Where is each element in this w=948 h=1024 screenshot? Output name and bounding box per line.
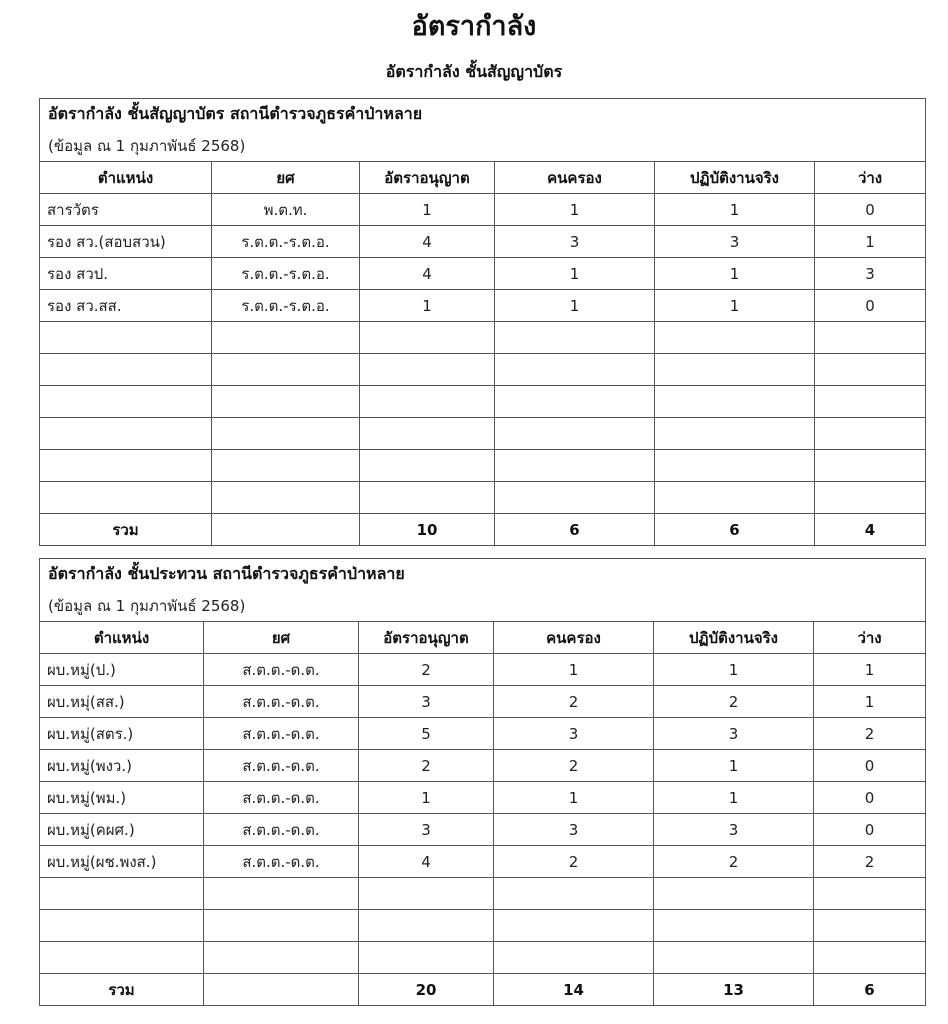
count-cell xyxy=(654,942,814,974)
rank-cell: ส.ต.ต.-ด.ต. xyxy=(204,750,359,782)
count-cell: 1 xyxy=(494,654,654,686)
count-cell xyxy=(815,322,926,354)
table-title: อัตรากำลัง ชั้นประทวน สถานีตำรวจภูธรคำป่าหลาย xyxy=(40,559,926,591)
count-cell: 1 xyxy=(654,782,814,814)
table-row xyxy=(40,322,926,354)
count-cell: 1 xyxy=(495,258,655,290)
table-row xyxy=(40,226,926,258)
count-cell xyxy=(655,418,815,450)
position-cell xyxy=(40,942,204,974)
column-header: ปฏิบัติงานจริง xyxy=(654,622,814,654)
rank-cell xyxy=(212,322,360,354)
column-header: อัตราอนุญาต xyxy=(360,162,495,194)
position-cell: ผบ.หมู่(คผศ.) xyxy=(40,814,204,846)
count-cell xyxy=(815,386,926,418)
total-value: 6 xyxy=(814,974,926,1006)
table-row xyxy=(40,878,926,910)
column-header: ยศ xyxy=(204,622,359,654)
count-cell: 3 xyxy=(494,814,654,846)
rank-cell xyxy=(212,450,360,482)
position-cell: ผบ.หมู่(ป.) xyxy=(40,654,204,686)
position-cell: สารวัตร xyxy=(40,194,212,226)
table-row xyxy=(40,750,926,782)
count-cell xyxy=(495,418,655,450)
count-cell: 4 xyxy=(360,226,495,258)
table-row xyxy=(40,450,926,482)
total-value: 13 xyxy=(654,974,814,1006)
total-label: รวม xyxy=(40,514,212,546)
position-cell xyxy=(40,386,212,418)
position-cell: รอง สว.(สอบสวน) xyxy=(40,226,212,258)
count-cell xyxy=(360,482,495,514)
position-cell xyxy=(40,482,212,514)
count-cell xyxy=(360,450,495,482)
total-value: 10 xyxy=(360,514,495,546)
count-cell: 1 xyxy=(495,290,655,322)
table-row xyxy=(40,686,926,718)
rank-cell xyxy=(212,354,360,386)
count-cell: 1 xyxy=(360,194,495,226)
rank-cell: ส.ต.ต.-ด.ต. xyxy=(204,686,359,718)
position-cell: ผบ.หมู่(ผช.พงส.) xyxy=(40,846,204,878)
count-cell xyxy=(359,910,494,942)
rank-cell xyxy=(212,386,360,418)
position-cell: ผบ.หมุ่(สส.) xyxy=(40,686,204,718)
position-cell xyxy=(40,450,212,482)
column-header: ว่าง xyxy=(815,162,926,194)
table-row xyxy=(40,482,926,514)
count-cell: 3 xyxy=(815,258,926,290)
count-cell xyxy=(814,910,926,942)
count-cell xyxy=(360,386,495,418)
table-row xyxy=(40,194,926,226)
commissioned-officer-table xyxy=(39,98,926,546)
count-cell xyxy=(655,322,815,354)
count-cell: 1 xyxy=(655,258,815,290)
count-cell xyxy=(654,878,814,910)
count-cell: 3 xyxy=(494,718,654,750)
position-cell: ผบ.หมู่(สตร.) xyxy=(40,718,204,750)
count-cell: 0 xyxy=(814,814,926,846)
position-cell xyxy=(40,322,212,354)
count-cell: 1 xyxy=(655,194,815,226)
rank-cell: ร.ต.ต.-ร.ต.อ. xyxy=(212,226,360,258)
count-cell xyxy=(494,878,654,910)
total-value xyxy=(212,514,360,546)
count-cell: 3 xyxy=(654,718,814,750)
count-cell: 3 xyxy=(655,226,815,258)
position-cell: รอง สว.สส. xyxy=(40,290,212,322)
count-cell xyxy=(495,386,655,418)
count-cell: 0 xyxy=(814,750,926,782)
count-cell: 2 xyxy=(359,654,494,686)
page-title: อัตรากำลัง xyxy=(411,11,537,42)
count-cell: 2 xyxy=(494,750,654,782)
rank-cell: ส.ต.ต.-ด.ต. xyxy=(204,782,359,814)
count-cell xyxy=(655,386,815,418)
table-note-row xyxy=(40,130,926,162)
count-cell: 2 xyxy=(494,846,654,878)
data-date-note: (ข้อมูล ณ 1 กุมภาพันธ์ 2568) xyxy=(40,590,926,622)
count-cell xyxy=(495,322,655,354)
count-cell xyxy=(655,354,815,386)
table-row xyxy=(40,942,926,974)
table-note-row xyxy=(40,590,926,622)
count-cell: 1 xyxy=(654,750,814,782)
count-cell xyxy=(494,942,654,974)
count-cell xyxy=(359,942,494,974)
rank-cell: ส.ต.ต.-ด.ต. xyxy=(204,846,359,878)
count-cell xyxy=(360,354,495,386)
table-row xyxy=(40,418,926,450)
count-cell: 3 xyxy=(495,226,655,258)
table-row xyxy=(40,386,926,418)
count-cell xyxy=(359,878,494,910)
count-cell xyxy=(815,482,926,514)
rank-cell xyxy=(212,482,360,514)
rank-cell: ส.ต.ต.-ด.ต. xyxy=(204,718,359,750)
count-cell: 0 xyxy=(815,194,926,226)
table-title: อัตรากำลัง ชั้นสัญญาบัตร สถานีตำรวจภูธรคำป่าหลาย xyxy=(40,99,926,131)
rank-cell: ร.ต.ต.-ร.ต.อ. xyxy=(212,258,360,290)
count-cell: 2 xyxy=(494,686,654,718)
table-row xyxy=(40,718,926,750)
total-row xyxy=(40,514,926,546)
rank-cell xyxy=(204,910,359,942)
position-cell xyxy=(40,878,204,910)
rank-cell: พ.ต.ท. xyxy=(212,194,360,226)
data-date-note: (ข้อมูล ณ 1 กุมภาพันธ์ 2568) xyxy=(40,130,926,162)
position-cell xyxy=(40,418,212,450)
column-header: ยศ xyxy=(212,162,360,194)
count-cell: 3 xyxy=(359,814,494,846)
table-title-row xyxy=(40,99,926,131)
column-header: ตำแหน่ง xyxy=(40,622,204,654)
table-row xyxy=(40,258,926,290)
table-row xyxy=(40,814,926,846)
count-cell: 2 xyxy=(359,750,494,782)
count-cell: 5 xyxy=(359,718,494,750)
rank-cell: ส.ต.ต.-ด.ต. xyxy=(204,814,359,846)
count-cell: 2 xyxy=(654,686,814,718)
position-cell: รอง สวป. xyxy=(40,258,212,290)
count-cell xyxy=(494,910,654,942)
count-cell xyxy=(655,482,815,514)
count-cell: 2 xyxy=(654,846,814,878)
count-cell: 1 xyxy=(360,290,495,322)
column-header: ตำแหน่ง xyxy=(40,162,212,194)
count-cell: 1 xyxy=(655,290,815,322)
count-cell: 2 xyxy=(814,846,926,878)
column-header: คนครอง xyxy=(495,162,655,194)
count-cell xyxy=(495,482,655,514)
total-value: 6 xyxy=(495,514,655,546)
total-value: 4 xyxy=(815,514,926,546)
count-cell xyxy=(360,418,495,450)
count-cell xyxy=(814,942,926,974)
table-row xyxy=(40,354,926,386)
count-cell: 1 xyxy=(359,782,494,814)
position-cell: ผบ.หมู่(พม.) xyxy=(40,782,204,814)
rank-cell xyxy=(212,418,360,450)
count-cell: 3 xyxy=(654,814,814,846)
count-cell xyxy=(815,354,926,386)
position-cell xyxy=(40,354,212,386)
table-header-row xyxy=(40,622,926,654)
count-cell xyxy=(815,418,926,450)
count-cell: 4 xyxy=(359,846,494,878)
table-row xyxy=(40,782,926,814)
table-header-row xyxy=(40,162,926,194)
column-header: ปฏิบัติงานจริง xyxy=(655,162,815,194)
total-value: 6 xyxy=(655,514,815,546)
table-title-row xyxy=(40,559,926,591)
table-row xyxy=(40,654,926,686)
count-cell: 0 xyxy=(815,290,926,322)
rank-cell: ร.ต.ต.-ร.ต.อ. xyxy=(212,290,360,322)
table-row xyxy=(40,290,926,322)
count-cell xyxy=(814,878,926,910)
count-cell: 3 xyxy=(359,686,494,718)
count-cell: 1 xyxy=(815,226,926,258)
count-cell: 0 xyxy=(814,782,926,814)
position-cell: ผบ.หมู่(พงว.) xyxy=(40,750,204,782)
rank-cell xyxy=(204,942,359,974)
count-cell xyxy=(655,450,815,482)
total-value xyxy=(204,974,359,1006)
count-cell: 1 xyxy=(495,194,655,226)
count-cell: 1 xyxy=(814,654,926,686)
count-cell xyxy=(495,354,655,386)
column-header: ว่าง xyxy=(814,622,926,654)
rank-cell: ส.ต.ต.-ด.ต. xyxy=(204,654,359,686)
count-cell: 1 xyxy=(494,782,654,814)
total-value: 20 xyxy=(359,974,494,1006)
count-cell xyxy=(654,910,814,942)
non-commissioned-officer-table xyxy=(39,558,926,1006)
page-subtitle: อัตรากำลัง ชั้นสัญญาบัตร xyxy=(385,62,563,81)
column-header: อัตราอนุญาต xyxy=(359,622,494,654)
total-row xyxy=(40,974,926,1006)
count-cell xyxy=(815,450,926,482)
column-header: คนครอง xyxy=(494,622,654,654)
total-value: 14 xyxy=(494,974,654,1006)
count-cell xyxy=(360,322,495,354)
position-cell xyxy=(40,910,204,942)
table-row xyxy=(40,846,926,878)
count-cell xyxy=(495,450,655,482)
count-cell: 4 xyxy=(360,258,495,290)
rank-cell xyxy=(204,878,359,910)
count-cell: 2 xyxy=(814,718,926,750)
count-cell: 1 xyxy=(654,654,814,686)
total-label: รวม xyxy=(40,974,204,1006)
table-row xyxy=(40,910,926,942)
count-cell: 1 xyxy=(814,686,926,718)
